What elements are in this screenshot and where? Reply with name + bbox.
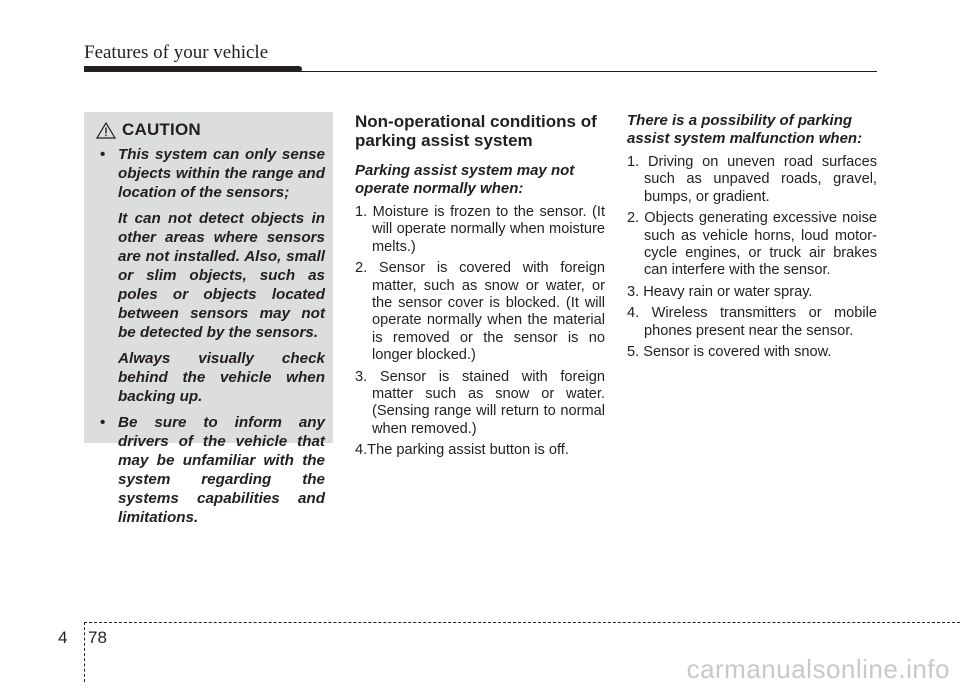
section-title: Non-operational conditions of parking assist system: [355, 112, 597, 150]
list-item: 1. Driving on uneven road surfaces such as unpaved roads, gravel, bumps, or gradient.: [627, 154, 877, 205]
footer-vertical-rule: [84, 622, 85, 682]
list-item: 2. Objects generating excessive noise such as vehicle horns, loud motor-cycle engines, or truck air brakes can interfere with the sensor.: [627, 210, 877, 279]
bullet-icon: •: [100, 414, 106, 431]
caution-item: [94, 413, 325, 527]
right-column: [627, 112, 877, 365]
page-header-title: Features of your vehicle: [84, 42, 269, 63]
caution-paragraph: Always visually check behind the vehicle when backing up.: [118, 350, 325, 405]
caution-header: [96, 120, 325, 140]
footer-rule: [84, 622, 960, 623]
watermark: carmanualsonline.info: [686, 654, 950, 684]
condition-list: [355, 204, 605, 460]
caution-list: [94, 145, 325, 527]
header-rule: [84, 71, 877, 72]
list-item: 3. Sensor is stained with foreign matter such as snow or water. (Sensing range will return to normal when removed.): [355, 368, 605, 437]
list-item: 4. Wireless transmitters or mobile phones present near the sensor.: [627, 305, 877, 339]
list-item: 4.The parking assist button is off.: [355, 442, 569, 459]
middle-column: [355, 112, 605, 464]
chapter-number: 4: [58, 628, 68, 647]
page-number: 78: [88, 628, 107, 647]
list-item: 2. Sensor is covered with foreign matter, such as snow or water, or the sensor cover is blocked. (It will operate normally when the material is removed or the sensor is no longer blocked.): [355, 260, 605, 364]
caution-title: CAUTION: [122, 120, 201, 139]
list-item: 1. Moisture is frozen to the sensor. (It will operate normally when moisture melts.): [355, 204, 605, 255]
malfunction-list: [627, 154, 877, 361]
section-subtitle: Parking assist system may not operate normally when:: [355, 162, 575, 197]
caution-item: [94, 145, 325, 406]
caution-paragraph: Be sure to inform any drivers of the vehicle that may be unfamiliar with the system regarding the systems capabilities and limitations.: [118, 414, 325, 526]
list-item: 5. Sensor is covered with snow.: [627, 344, 832, 361]
list-item: 3. Heavy rain or water spray.: [627, 283, 813, 300]
caution-box: [84, 112, 333, 526]
section-subtitle: There is a possibility of parking assist system malfunction when:: [627, 112, 863, 147]
caution-paragraph: This system can only sense objects within the range and location of the sensors;: [118, 146, 325, 201]
caution-paragraph: It can not detect objects in other areas where sensors are not installed. Also, small or slim objects, such as poles or objects located between sensors may not be detected by the sensors.: [118, 210, 325, 341]
warning-triangle-icon: [96, 122, 116, 139]
bullet-icon: •: [100, 146, 106, 163]
